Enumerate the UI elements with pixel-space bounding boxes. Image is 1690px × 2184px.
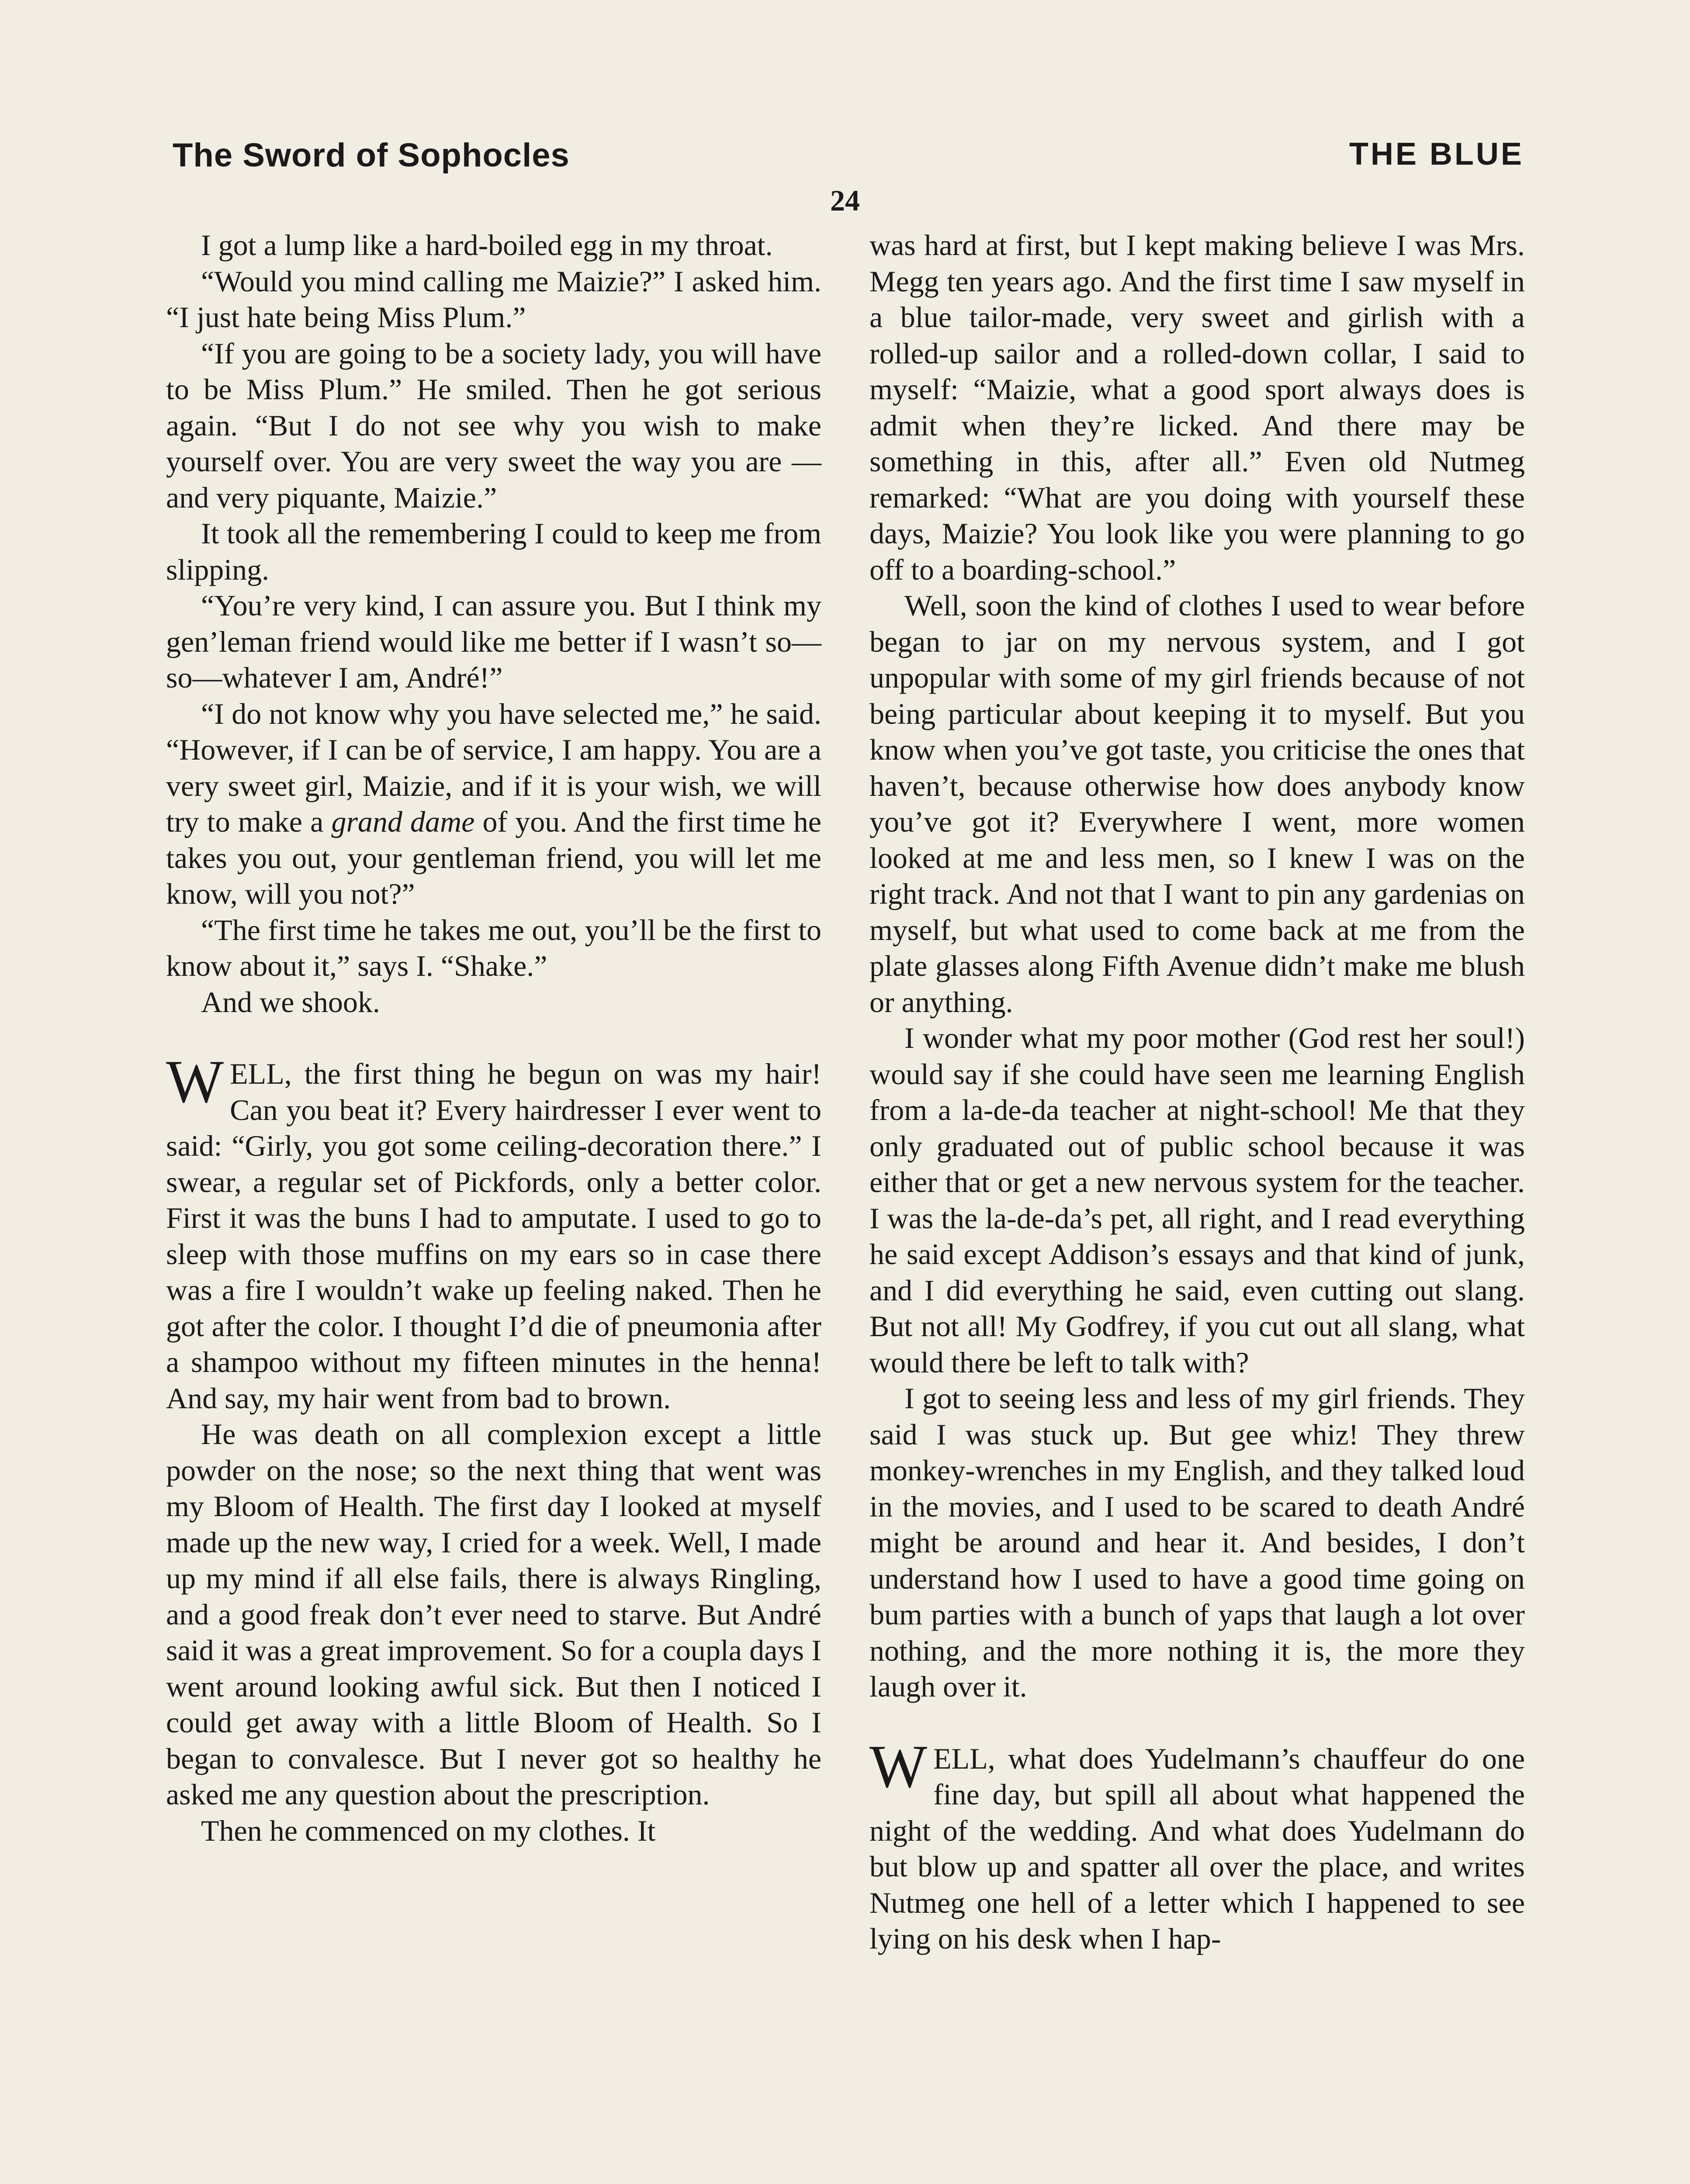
page-number: 24 bbox=[830, 184, 860, 217]
paragraph: He was death on all complexion except a little powder on the nose; so the next thing that went was my Bloom of Health. The first day I looked at myself made up the new way, I cried for a week. Well, I made up my mind if all else fails, there is always Ringling, and a good freak don’t ever need to starve. But André said it was a great improvement. So for a coupla days I went around looking awful sick. But then I noticed I could get away with a little Bloom of Health. So I began to convalesce. But I never got so healthy he asked me any question about the prescription. bbox=[166, 1417, 821, 1811]
paragraph: “The first time he takes me out, you’ll be the first to know about it,” says I. “Shake.” bbox=[166, 913, 821, 982]
paragraph: And we shook. bbox=[201, 985, 380, 1019]
paragraph: “Would you mind calling me Maizie?” I asked him. “I just hate being Miss Plum.” bbox=[166, 264, 821, 334]
paragraph: It took all the remembering I could to keep me from slipping. bbox=[166, 517, 821, 586]
paragraph: Then he commenced on my clothes. It bbox=[201, 1814, 656, 1847]
drop-cap: W bbox=[166, 1048, 224, 1116]
text-run: of you. And the first time he takes you out, your gentleman friend, you will let me know, will you not?” bbox=[166, 805, 821, 910]
paragraph: “You’re very kind, I can assure you. But I think my gen’leman friend would like me better if I wasn’t so—so—whatever I am, André!” bbox=[166, 589, 821, 694]
paragraph: “If you are going to be a society lady, you will have to be Miss Plum.” He smiled. Then he got serious again. “But I do not see why you wish to make yourself over. You are very sweet the way you are —and very piquante, Maizie.” bbox=[166, 336, 821, 514]
left-column bbox=[166, 227, 821, 1849]
magazine-title: THE BLUE bbox=[1349, 137, 1524, 172]
paragraph: I got a lump like a hard-boiled egg in my throat. bbox=[201, 228, 773, 262]
story-title: The Sword of Sophocles bbox=[173, 137, 570, 174]
paragraph: Well, soon the kind of clothes I used to wear before began to jar on my nervous system, and I got unpopular with some of my girl friends because of not being particular about keeping it to myself. But you know when you’ve got taste, you criticise the ones that haven’t, because otherwise how does anybody know you’ve got it? Everywhere I went, more women looked at me and less men, so I knew I was on the right track. And not that I want to pin any gardenias on myself, but what used to come back at me from the plate glasses along Fifth Avenue didn’t make me blush or anything. bbox=[869, 589, 1525, 1019]
text-run: “I do not know why you have selected me,” he said. “However, if I can be of service, I am happy. You are a very sweet girl, Maizie, and if it is your wish, we will try to make a bbox=[166, 697, 821, 838]
right-column bbox=[869, 227, 1525, 1957]
drop-cap: W bbox=[869, 1732, 928, 1800]
paragraph: I wonder what my poor mother (God rest her soul!) would say if she could have seen me learning English from a la-de-da teacher at night-school! Me that they only graduated out of public school because it was either that or get a new nervous system for the teacher. I was the la-de-da’s pet, all right, and I read everything he said except Addison’s essays and that kind of junk, and I did everything he said, even cutting out slang. But not all! My Godfrey, if you cut out all slang, what would there be left to talk with? bbox=[869, 1021, 1525, 1379]
section-paragraph bbox=[166, 1048, 821, 1416]
text-run: ELL, what does Yudelmann’s chauffeur do one fine day, but spill all about what happened the night of the wedding. And what does Yudelmann do but blow up and spatter all over the place, and writes Nutmeg one hell of a letter which I happened to see lying on his desk when I hap- bbox=[869, 1742, 1525, 1955]
paragraph: I got to seeing less and less of my girl friends. They said I was stuck up. But gee whiz! They threw monkey-wrenches in my English, and they talked loud in the movies, and I used to be scared to death André might be around and hear it. And besides, I don’t understand how I used to have a good time going on bum parties with a bunch of yaps that laugh a lot over nothing, and the more nothing it is, the more they laugh over it. bbox=[869, 1382, 1525, 1703]
paragraph: was hard at first, but I kept making believe I was Mrs. Megg ten years ago. And the first time I saw myself in a blue tailor-made, very sweet and girlish with a rolled-up sailor and a rolled-down collar, I said to myself: “Maizie, what a good sport always does is admit when they’re licked. And there may be something in this, after all.” Even old Nutmeg remarked: “What are you doing with yourself these days, Maizie? You look like you were planning to go off to a boarding-school.” bbox=[869, 228, 1525, 586]
italic-phrase: grand dame bbox=[331, 805, 475, 838]
section-paragraph bbox=[869, 1732, 1525, 1957]
paragraph bbox=[166, 696, 821, 912]
text-run: ELL, the first thing he begun on was my hair! Can you beat it? Every hairdresser I ever went to said: “Girly, you got some ceiling-decoration there.” I swear, a regular set of Pickfords, only a better color. First it was the buns I had to amputate. I used to go to sleep with those muffins on my ears so in case there was a fire I wouldn’t wake up feeling naked. Then he got after the color. I thought I’d die of pneumonia after a shampoo without my fifteen minutes in the henna! And say, my hair went from bad to brown. bbox=[166, 1057, 821, 1415]
